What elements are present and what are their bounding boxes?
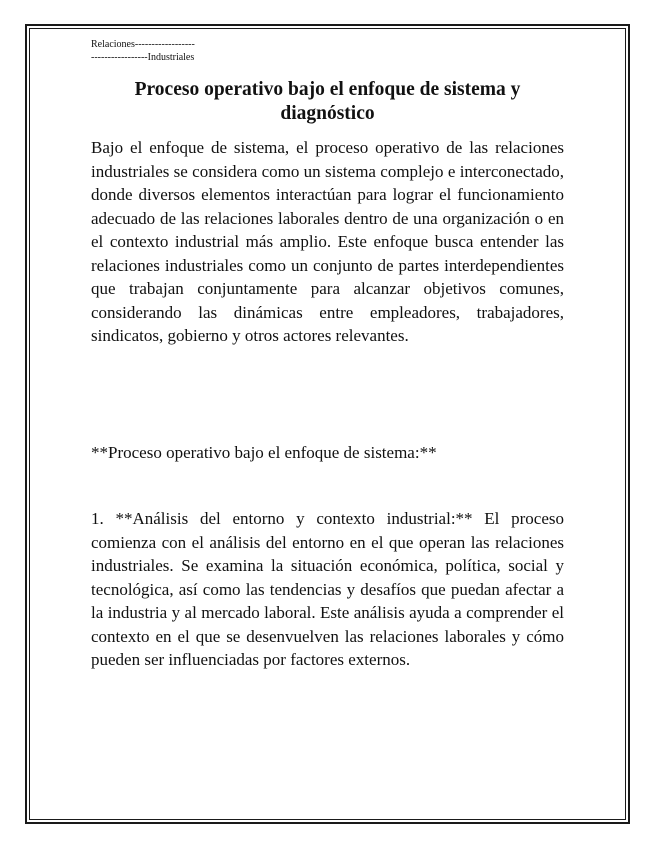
running-header-line-1: Relaciones------------------ — [91, 39, 195, 50]
document-title: Proceso operativo bajo el enfoque de sistema y diagnóstico — [134, 79, 521, 124]
running-header-line-2: -----------------Industriales — [91, 52, 195, 63]
intro-paragraph: Bajo el enfoque de sistema, el proceso operativo de las relaciones industriales se considera como un sistema complejo e interconectado, donde diversos elementos interactúan para lograr el funcionamiento adecuado de las relaciones laborales dentro de una organización o en el contexto industrial más amplio. Este enfoque busca entender las relaciones industriales como un conjunto de partes interdependientes que trabajan conjuntamente para alcanzar objetivos comunes, considerando las dinámicas entre empleadores, trabajadores, sindicatos, gobierno y otros actores relevantes. — [91, 138, 564, 345]
step-1-paragraph: 1. **Análisis del entorno y contexto industrial:** El proceso comienza con el análisis del entorno en el que operan las relaciones industriales. Se examina la situación económica, política, social y tecnológica, así como las tendencias y desafíos que puedan afectar a la industria y al mercado laboral. Este análisis ayuda a comprender el contexto en el que se desenvuelven las relaciones laborales y cómo pueden ser influenciadas por factores externos. — [91, 509, 564, 669]
section-heading: **Proceso operativo bajo el enfoque de sistema:** — [91, 443, 437, 462]
